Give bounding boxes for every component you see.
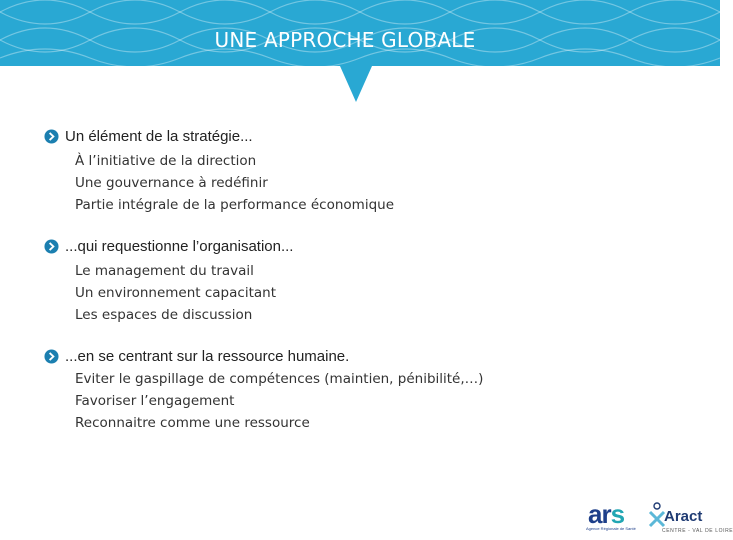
aract-logo	[648, 498, 733, 538]
chevron-right-icon	[44, 129, 59, 144]
sub-item: Reconnaitre comme une ressource	[75, 415, 310, 431]
bullet-heading: Un élément de la stratégie...	[65, 127, 253, 145]
bullet-section-strategy	[44, 126, 394, 216]
sub-item: Favoriser l’engagement	[75, 393, 235, 409]
ars-logo	[584, 498, 644, 536]
title-banner	[0, 0, 720, 104]
bullet-heading: ...qui requestionne l’organisation...	[65, 237, 294, 255]
ars-logo-tagline: Agence Régionale de Santé	[586, 526, 636, 531]
aract-logo-text: Aract	[664, 508, 703, 525]
bullet-heading: ...en se centrant sur la ressource humaine.	[65, 347, 350, 365]
sub-item: Un environnement capacitant	[75, 285, 276, 301]
chevron-right-icon	[44, 239, 59, 254]
bullet-heading-row	[44, 236, 293, 256]
bullet-section-organisation	[44, 236, 293, 326]
ars-logo-text: ars	[588, 499, 625, 529]
partner-logos	[584, 498, 733, 540]
bullet-section-human-resource	[44, 346, 483, 434]
chevron-right-icon	[44, 349, 59, 364]
sub-item: Les espaces de discussion	[75, 307, 253, 323]
slide-title: UNE APPROCHE GLOBALE	[214, 28, 476, 52]
bullet-heading-row	[44, 346, 483, 366]
banner-wave-pattern	[0, 0, 720, 104]
sub-item: Partie intégrale de la performance économique	[75, 197, 395, 213]
sub-item: Le management du travail	[75, 263, 254, 279]
aract-logo-subtitle: CENTRE - VAL DE LOIRE	[662, 528, 733, 534]
sub-item: Eviter le gaspillage de compétences (maintien, pénibilité,…)	[75, 371, 484, 387]
bullet-heading-row	[44, 126, 394, 146]
sub-item: Une gouvernance à redéfinir	[75, 175, 268, 191]
sub-item: À l’initiative de la direction	[75, 153, 257, 169]
